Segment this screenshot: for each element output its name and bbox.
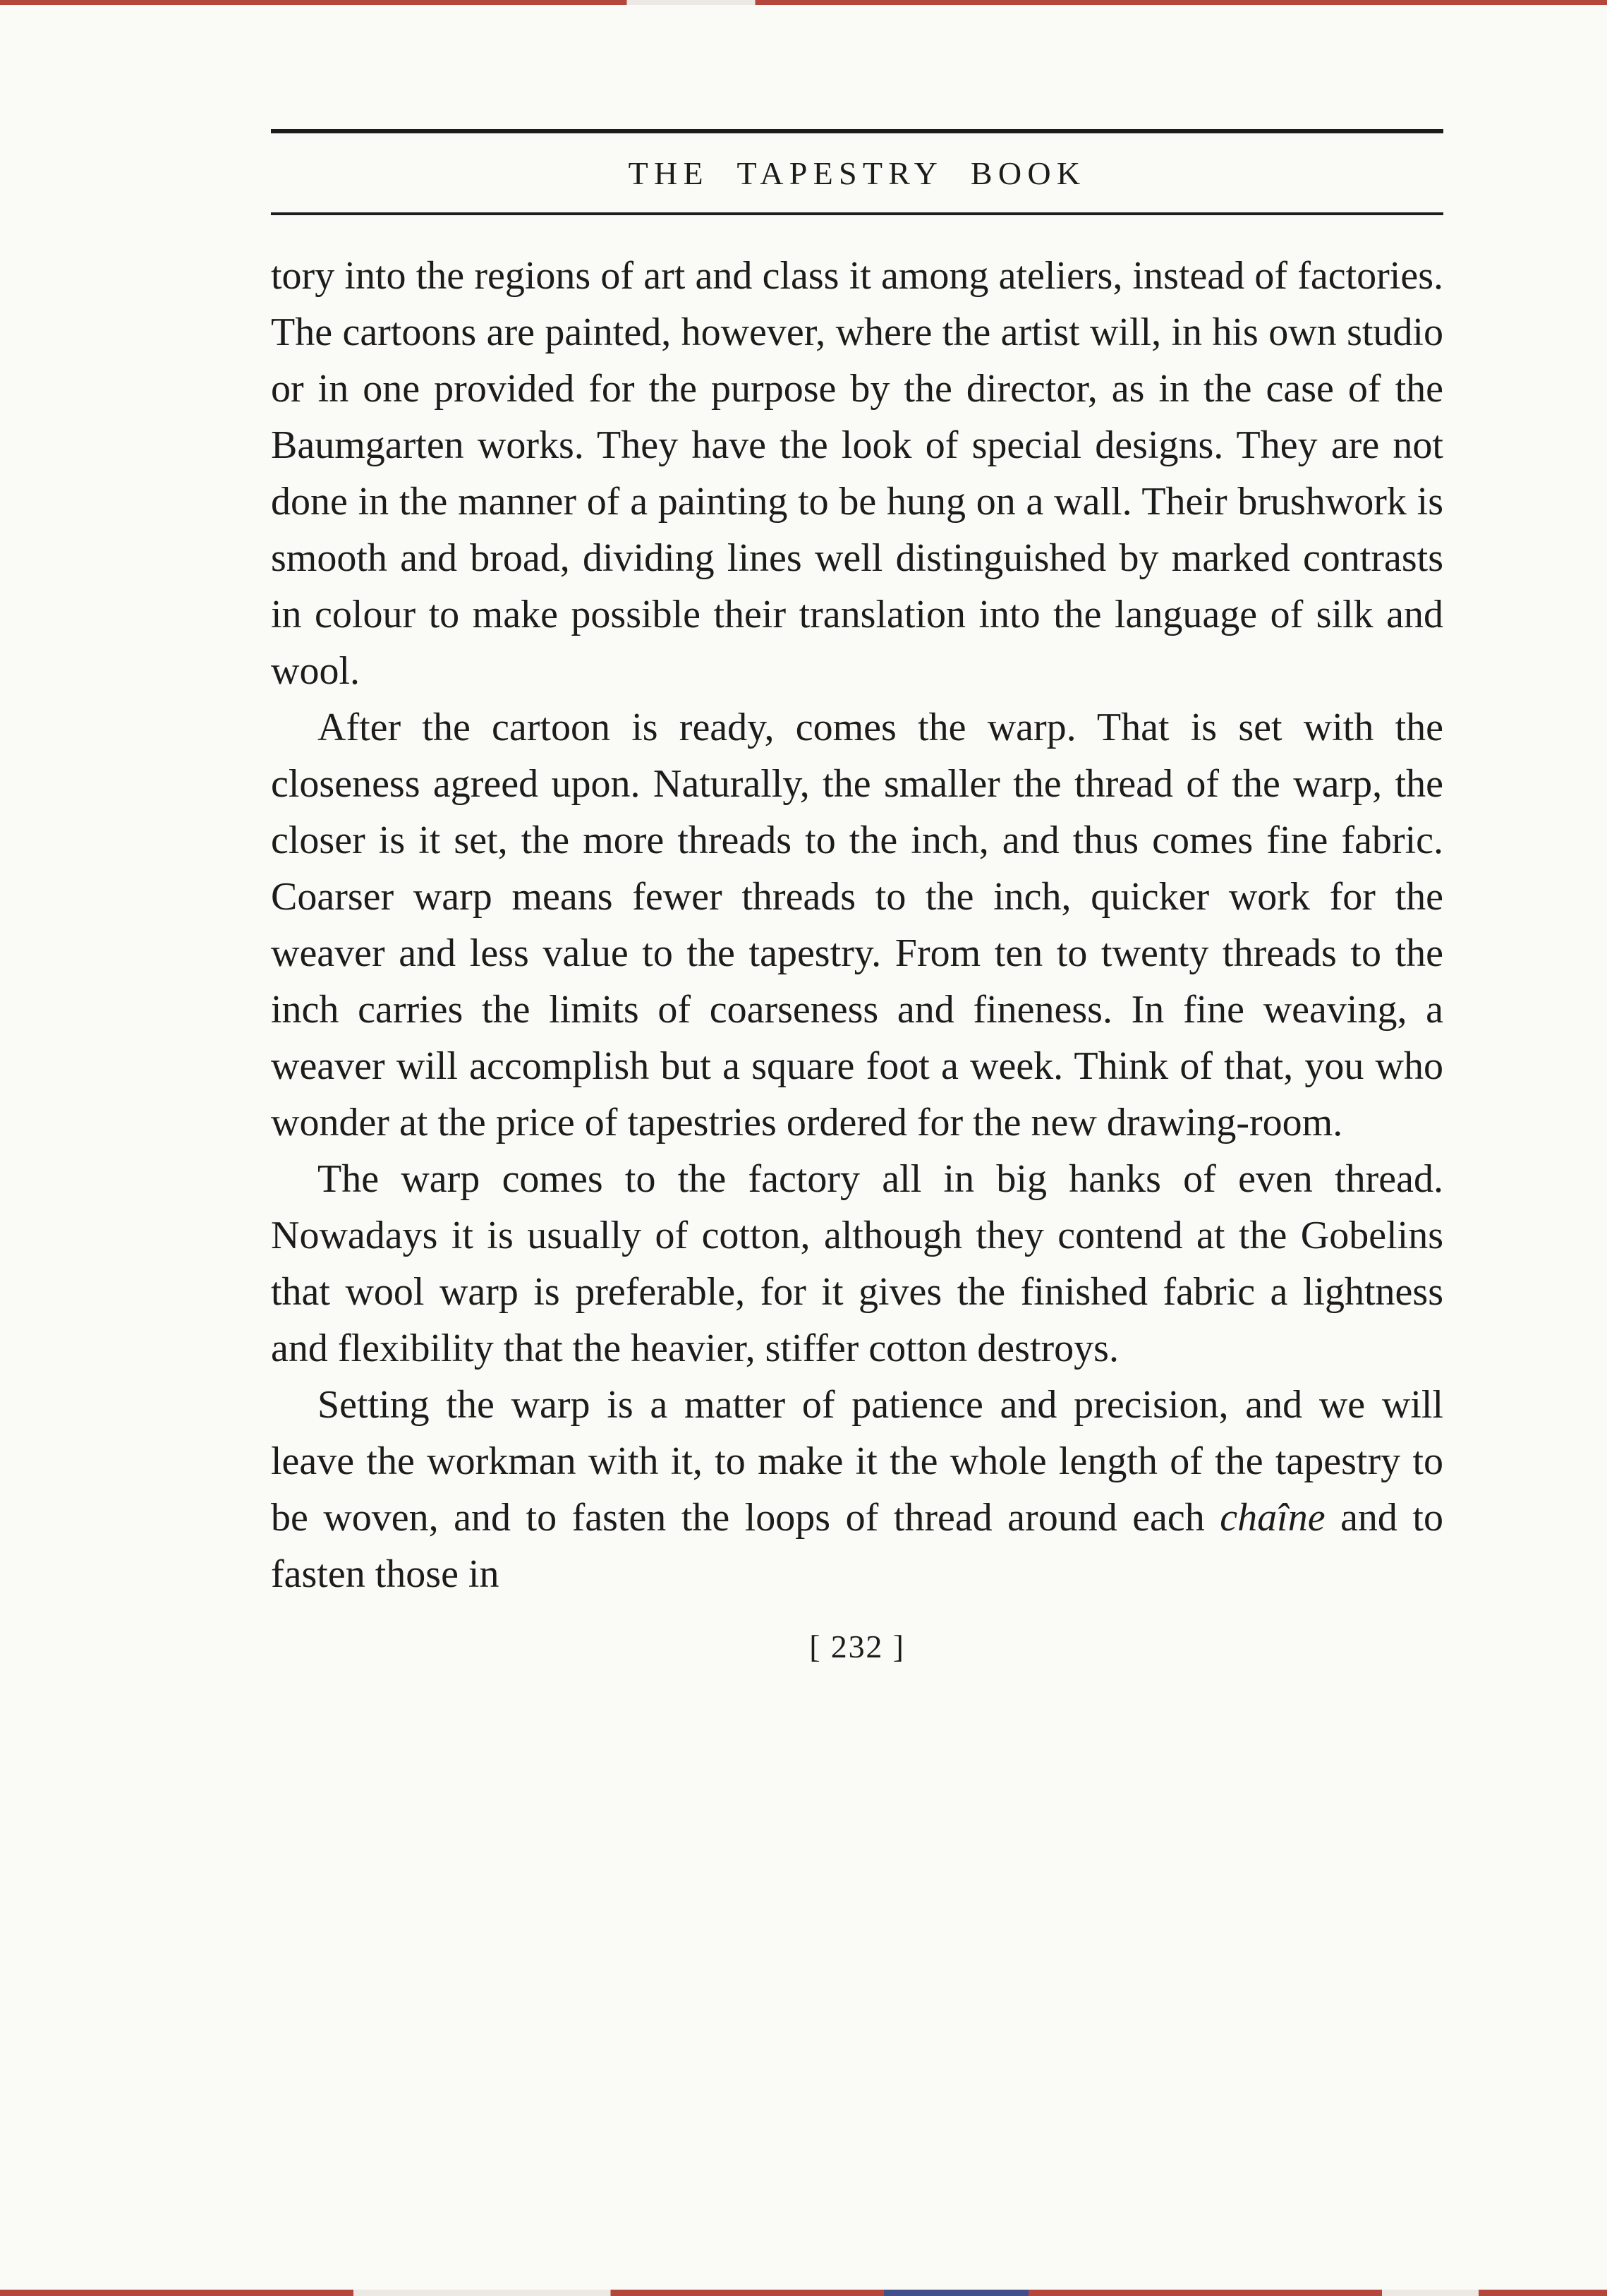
page-header [271, 129, 1443, 215]
paragraph [271, 248, 1443, 699]
body-text [271, 248, 1443, 1602]
scan-edge-artifact-bottom [0, 2290, 1607, 2296]
text-run: tory into the regions of art and class it among ateliers, instead of factories. The cartoons are painted, however, where the artist will, in his own studio or in one provided for the purpose by the director, as in the case of the Baumgarten works. They have the look of special designs. They are not done in the manner of a painting to be hung on a wall. Their brushwork is smooth and broad, dividing lines well distinguished by marked contrasts in colour to make possible their translation into the language of silk and wool. [271, 254, 1443, 693]
book-page [271, 0, 1443, 1665]
page-footer [271, 1628, 1443, 1665]
page-number: [ 232 ] [809, 1629, 905, 1664]
paragraph [271, 1151, 1443, 1377]
running-head-title: THE TAPESTRY BOOK [628, 155, 1086, 191]
header-rule-top [271, 129, 1443, 133]
paragraph [271, 1377, 1443, 1602]
text-run: After the cartoon is ready, comes the warp. That is set with the closeness agreed upon. Naturally, the smaller the thread of the warp, the closer is it set, the more threads to the inch, and thus comes fine fabric. Coarser warp means fewer threads to the inch, quicker work for the weaver and less value to the tapestry. From ten to twenty threads to the inch carries the limits of coarseness and fineness. In fine weaving, a weaver will accomplish but a square foot a week. Think of that, you who wonder at the price of tapestries ordered for the new drawing-room. [271, 706, 1443, 1144]
text-run: The warp comes to the factory all in big hanks of even thread. Nowadays it is usually of cotton, although they contend at the Gobelins that wool warp is preferable, for it gives the finished fabric a lightness and flexibility that the heavier, stiffer cotton destroys. [271, 1157, 1443, 1370]
text-run: and to fasten those in [271, 1496, 1443, 1596]
text-run: Setting the warp is a matter of patience and precision, and we will leave the workman with it, to make it the whole length of the tapestry to be woven, and to fasten the loops of thread around each [271, 1383, 1443, 1540]
italic-text: chaîne [1220, 1496, 1326, 1540]
header-rule-bottom [271, 212, 1443, 215]
paragraph [271, 699, 1443, 1151]
